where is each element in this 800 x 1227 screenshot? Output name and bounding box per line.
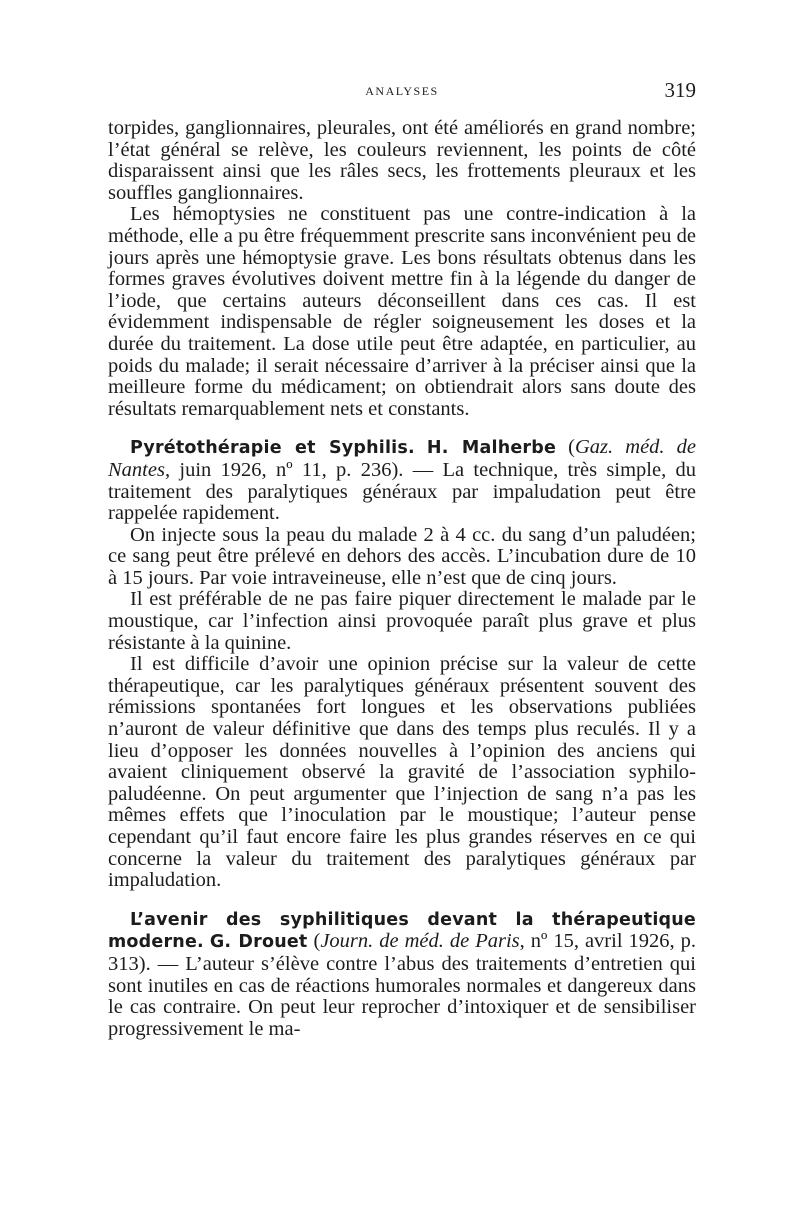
reference-open: ( bbox=[556, 436, 575, 459]
article-author: G. Drouet bbox=[209, 932, 308, 953]
page-number: 319 bbox=[664, 78, 696, 102]
running-title: ANALYSES bbox=[365, 84, 439, 98]
paragraph-hemoptysies: Les hémoptysies ne constituent pas une contre-indication à la méthode, elle a pu être fréquemment prescrite sans inconvénient peu de jours après une hémoptysie grave. Les bons résultats obtenus dans les formes graves évolutives doivent mettre fin à la légende du danger de l’iode, que certains auteurs déconseillent dans ces cas. Il est évidemment indispensable de régler soigneusement les doses et la durée du traitement. La dose utile peut être adaptée, en particulier, au poids du malade; il serait nécessaire d’arriver à la préciser ainsi que la meilleure forme du médicament; on obtiendrait alors sans doute des résultats remarquablement nets et constants. bbox=[108, 203, 696, 420]
paragraph-continued: torpides, ganglionnaires, pleurales, ont été améliorés en grand nombre; l’état général se relève, les couleurs reviennent, les points de côté disparaissent ainsi que les râles secs, les frottements pleuraux et les souffles ganglionnaires. bbox=[108, 117, 696, 204]
reference-and-text: , juin 1926, nº 11, p. 236). — La technique, très simple, du traitement des paralytiques généraux par impaludation peut être rappelée rapidement. bbox=[108, 458, 696, 525]
article-title: Pyrétothérapie et Syphilis. bbox=[130, 438, 415, 459]
paragraph-moustique: Il est préférable de ne pas faire piquer directement le malade par le moustique, car l’infection ainsi provoquée paraît plus grave et plus résistante à la quinine. bbox=[108, 588, 696, 654]
journal-name: Gaz. méd. de Nantes bbox=[108, 436, 696, 481]
reference-and-text: , nº 15, avril 1926, p. 313). — L’auteur s’élève contre l’abus des traitements d’entretien qui sont inutiles en cas de réactions humorales normales et dangereux dans le cas contraire. On peut leur reprocher d’intoxiquer et de sensibiliser progressivement le ma- bbox=[108, 930, 697, 1040]
article-pyretotherapie bbox=[108, 437, 696, 524]
page-header bbox=[108, 78, 696, 108]
reference-open: ( bbox=[307, 930, 321, 953]
article-avenir-syphilitiques bbox=[108, 909, 696, 1041]
article-author: H. Malherbe bbox=[426, 438, 557, 459]
journal-name: Journ. de méd. de Paris bbox=[320, 930, 520, 953]
page-body bbox=[108, 118, 696, 1040]
paragraph-injection: On injecte sous la peau du malade 2 à 4 cc. du sang d’un paludéen; ce sang peut être prélevé en dehors des accès. L’incubation dure de 10 à 15 jours. Par voie intraveineuse, elle n’est que de cinq jours. bbox=[108, 523, 696, 589]
article-title: L’avenir des syphilitiques devant la thérapeutique moderne. bbox=[108, 909, 696, 953]
paragraph-valeur: Il est difficile d’avoir une opinion précise sur la valeur de cette thérapeutique, car les paralytiques généraux présentent souvent des rémissions spontanées fort longues et les observations publiées n’auront de valeur définitive que dans des temps plus reculés. Il y a lieu d’opposer les données nouvelles à l’opinion des anciens qui avaient cliniquement observé la gravité de l’association syphilo-paludéenne. On peut argumenter que l’injection de sang n’a pas les mêmes effets que l’inoculation par le moustique; l’auteur pense cependant qu’il faut encore faire les plus grandes réserves en ce qui concerne la valeur du traitement des paralytiques généraux par impaludation. bbox=[108, 653, 696, 892]
